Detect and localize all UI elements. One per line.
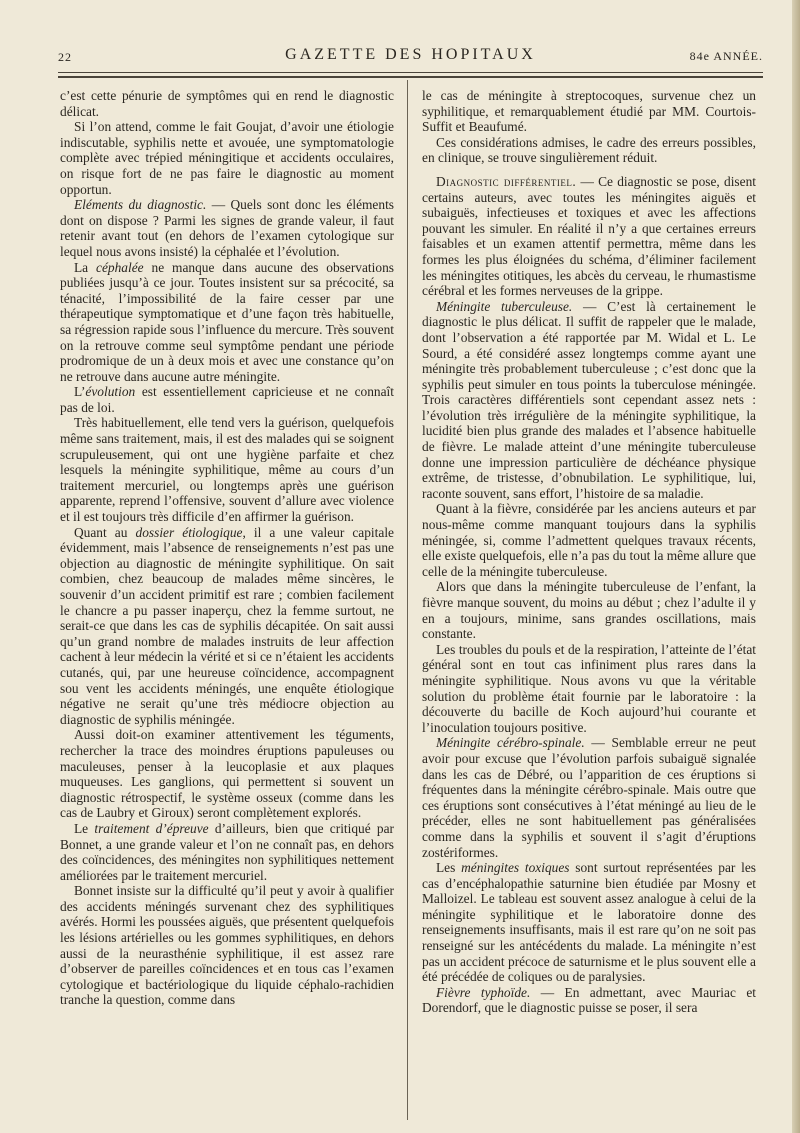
section-lead: Eléments du diagnostic.	[74, 197, 207, 213]
paragraph: c’est cette pénurie de symptômes qui en rend le diagnostic délicat.	[60, 88, 394, 119]
paragraph: Eléments du diagnostic. — Quels sont donc les éléments dont on dispose ? Parmi les signes de grande valeur, il faut retenir avant tout (en dehors de l’examen cytologique sur lequel nous avons insisté) la céphalée et l’évolution.	[60, 197, 395, 259]
paragraph: Les troubles du pouls et de la respiration, l’atteinte de l’état général sont en tout cas infiniment plus rares dans la méningite syphilitique. Nous avons vu que la véritable solution du problème était fournie par le laboratoire : la découverte du bacille de Koch aujourd’hui courante et l’inoculation toujours positive.	[422, 641, 756, 735]
page-number: 22	[58, 50, 72, 64]
paragraph: Méningite cérébro-spinale. — Semblable erreur ne peut avoir pour excuse que l’évolution parfois subaiguë signalée dans les cas de Débré, ou l’apparition de ces éruptions si fréquentes dans la méningite cérébro-spinale. Mais outre que ces éruptions sont consécutives à l’état méningé au lieu de le précéder, elles ne sont habituellement pas généralisées comme dans la syphilis et souvent il s’agit d’éruptions zostériformes.	[422, 735, 756, 860]
section-lead: Fièvre typhoïde.	[436, 984, 531, 1000]
paragraph: L’évolution est essentiellement capricieuse et ne connaît pas de loi.	[60, 384, 394, 415]
paragraph: La céphalée ne manque dans aucune des observations publiées jusqu’à ce jour. Toutes insistent sur sa précocité, sa ténacité, l’impossibilité de la faire cesser par une thérapeutique symptomatique et d’une façon très habituelle, sa régression rapide sous l’influence du mercure. Très souvent on la retrouve comme seul symptôme pendant une période prodromique de un à deux mois et avec une constance qu’on ne retrouve dans aucune autre méningite.	[60, 259, 394, 384]
year-label: 84e ANNÉE.	[689, 49, 763, 63]
page-header	[58, 46, 763, 68]
journal-title: GAZETTE DES HOPITAUX	[285, 46, 536, 63]
paragraph: Quant au dossier étiologique, il a une valeur capitale évidemment, mais l’absence de renseignements n’est pas une objection au diagnostic de méningite syphilitique. On sait combien, chez beaucoup de malades même sincères, le souvenir d’un accident primitif est rare ; combien facilement le chancre a pu passer inaperçu, chez la femme surtout, ne serait-ce que dans les cas de syphilis décapitée. On sait aussi qu’un grand nombre de malades instruits de leur affection cachent à leur médecin la vérité et si ce n’étaient les accidents cutanés, qui, par une heureuse coïncidence, accompagnent sou vent les accidents méningés, une enquête étiologique négative ne serait qu’une très médiocre objection au diagnostic de syphilis méningée.	[60, 524, 394, 727]
paragraph: Diagnostic différentiel. — Ce diagnostic se pose, disent certains auteurs, avec toutes les méningites aiguës et subaiguës, infectieuses et toxiques et avec les affections pouvant les simuler. En réalité il n’y a que certaines erreurs faisables et un examen attentif permettra, même dans les formes les plus éloignées du schéma, d’éliminer facilement les méningites otitiques, les abcès du cerveau, le rhumastisme cérébral et les formes nerveuses de la grippe.	[422, 173, 756, 299]
section-lead: Diagnostic différentiel.	[436, 173, 577, 189]
paragraph: Le traitement d’épreuve d’ailleurs, bien que critiqué par Bonnet, a une grande valeur et l’on ne connaît pas, en dehors des coïncidences, des méningites non syphilitiques nettement améliorées par le traitement mercuriel.	[60, 820, 394, 883]
paragraph: Aussi doit-on examiner attentivement les téguments, rechercher la trace des moindres éruptions papuleuses ou maculeuses, penser à la leucoplasie et aux plaques muqueuses. Les ganglions, qui permettent si souvent un diagnostic rétrospectif, le système osseux (comme dans les cas de Laubry et Giroux) seront complètement explorés.	[60, 727, 394, 821]
paragraph: Bonnet insiste sur la difficulté qu’il peut y avoir à qualifier des accidents méningés survenant chez des syphilitiques avérés. Hormi les poussées aiguës, que présentent quelquefois les lésions artérielles ou les gommes syphilitiques, en dehors aussi de la neurasthénie syphilitique, il est assez rare d’observer de pareilles coïncidences et en tous cas l’examen cytologique et bactériologique du liquide céphalo-rachidien tranche la question, comme dans	[60, 883, 394, 1008]
paragraph: le cas de méningite à streptocoques, survenue chez un syphilitique, et remarquablement étudié par MM. Courtois-Suffit et Beaufumé.	[422, 88, 756, 135]
page-edge	[792, 0, 800, 1133]
left-column	[60, 88, 394, 1008]
header-rule-thin	[58, 72, 763, 73]
section-lead: Méningite tuberculeuse.	[436, 298, 573, 314]
paragraph: Très habituellement, elle tend vers la guérison, quelquefois même sans traitement, mais, il est des malades qui se soignent scrupuleusement, qui ont une hygiène parfaite et chez lesquels la méningite syphilitique, même au cours d’un traitement mercuriel, ou longtemps après une guérison apparente, reprend l’offensive, souvent d’allure avec violence et il est toujours très difficile d’en affirmer la guérison.	[60, 415, 394, 525]
column-divider	[407, 80, 408, 1120]
right-column	[422, 88, 756, 1016]
paragraph: Les méningites toxiques sont surtout représentées par les cas d’encéphalopathie saturnine bien étudiée par Mosny et Malloizel. Le tableau est souvent assez analogue à celui de la méningite syphilitique et le laboratoire donne des renseignements insuffisants, mais il est rare qu’on ne soit pas renseigné sur les antécédents du malade. La méningite n’est pas un accident précoce de saturnisme et le plus souvent elle a été précédée de coliques ou de paralysies.	[422, 860, 756, 985]
paragraph: Méningite tuberculeuse. — C’est là certainement le diagnostic le plus délicat. Il suffit de rappeler que le malade, dont l’observation a été rapportée par M. Widal et L. Le Sourd, a été considéré assez longtemps comme ayant une méningite très probablement tuberculeuse ; c’est donc que la syphilis peut simuler en tous points la tuberculose méningée. Trois caractères différentiels sont cependant assez nets : l’évolution très irrégulière de la méningite syphilitique, la lucidité bien plus grande des malades et l’absence habituelle de fièvre. Le malade atteint d’une méningite tuberculeuse donne une impression particulière de déchéance physique extrême, de tristesse, d’obnubilation. Le syphilitique, lui, raconte souvent, sans effort, l’histoire de sa maladie.	[422, 298, 756, 501]
paragraph: Quant à la fièvre, considérée par les anciens auteurs et par nous-même comme manquant toujours dans la syphilis méningée, si, comme l’admettent quelques travaux récents, elle existe quelquefois, elle n’a pas du tout la même allure que celle de la méningite tuberculeuse.	[422, 501, 756, 579]
paragraph: Ces considérations admises, le cadre des erreurs possibles, en clinique, se trouve singulièrement réduit.	[422, 134, 756, 166]
header-rule-thick	[58, 76, 763, 78]
section-lead: Méningite cérébro-spinale.	[436, 735, 585, 751]
paragraph: Si l’on attend, comme le fait Goujat, d’avoir une étiologie indiscutable, syphilis nette et avouée, une symptomatologie complète avec trépied méningitique et accidents occulaires, on risque fort de ne pas faire le diagnostic au moment opportun.	[60, 119, 394, 197]
paragraph: Alors que dans la méningite tuberculeuse de l’enfant, la fièvre manque souvent, du moins au début ; chez l’adulte il y en a toujours, minime, sans grandes oscillations, mais constante.	[422, 579, 756, 642]
paragraph: Fièvre typhoïde. — En admettant, avec Mauriac et Dorendorf, que le diagnostic puisse se poser, il sera	[422, 984, 756, 1016]
